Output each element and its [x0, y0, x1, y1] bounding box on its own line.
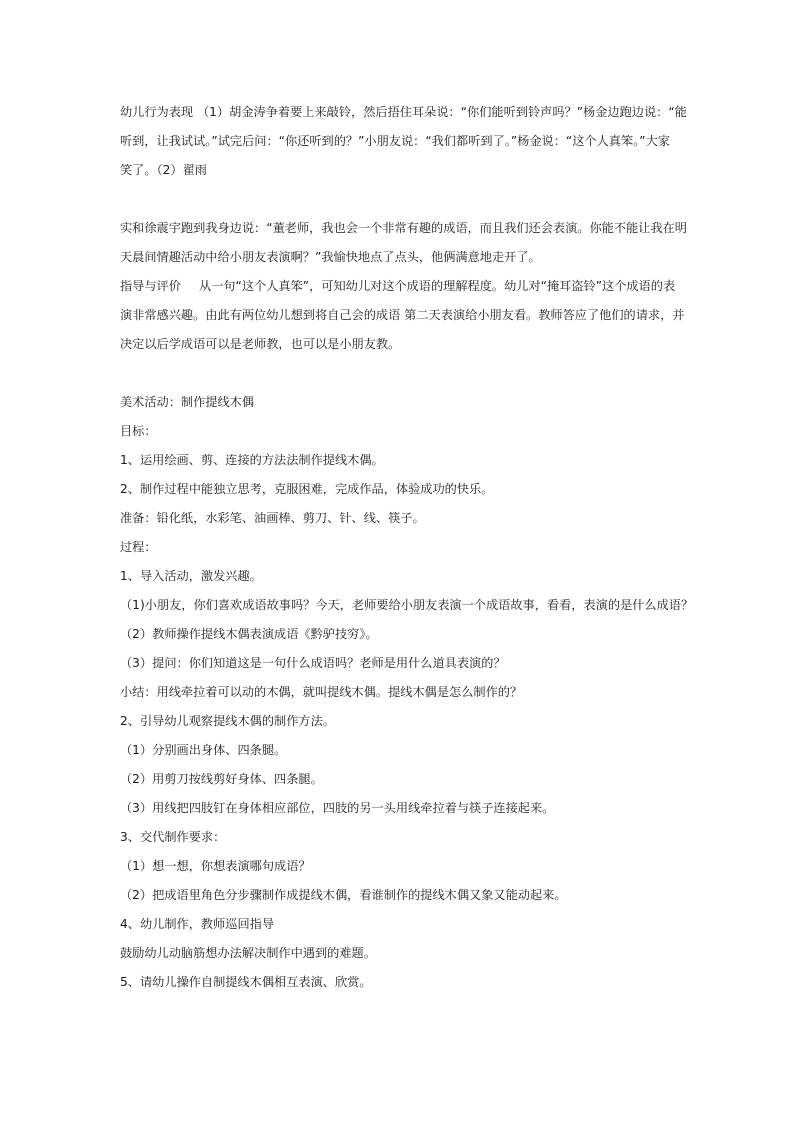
text-line: 天晨间情趣活动中给小朋友表演啊？”我愉快地点了点头，他俩满意地走开了。	[120, 250, 541, 264]
text-line: 目标：	[120, 424, 157, 438]
text-line: （3）提问：你们知道这是一句什么成语吗？老师是用什么道具表演的？	[120, 656, 506, 670]
text-line: 2、引导幼儿观察提线木偶的制作方法。	[120, 714, 335, 728]
text-line: 听到，让我试试。”试完后问：“你还听到的？”小朋友说：“我们都听到了。”杨金说：“这个人真笨。”大家	[120, 134, 670, 148]
text-line: 准备：铅化纸，水彩笔、油画棒、剪刀、针、线、筷子。	[120, 511, 425, 525]
text-line: 笑了。（2）翟雨	[120, 163, 207, 177]
text-line: （3）用线把四肢钉在身体相应部位，四肢的另一头用线牵拉着与筷子连接起来。	[120, 801, 555, 815]
text-line: （2）用剪刀按线剪好身体、四条腿。	[120, 772, 323, 786]
paragraph-behavior	[120, 98, 687, 185]
text-line: 鼓励幼儿动脑筋想办法解决制作中遇到的难题。	[120, 946, 376, 960]
text-line: 小结：用线牵拉着可以动的木偶，就叫提线木偶。提线木偶是怎么制作的？	[120, 685, 523, 699]
text-line: （2）教师操作提线木偶表演成语《黔驴技穷》。	[120, 627, 378, 641]
spacer	[120, 185, 678, 214]
text-line: 过程：	[120, 540, 157, 554]
section-title: 美术活动：制作提线木偶	[120, 395, 255, 409]
text-line: 决定以后学成语可以是老师教，也可以是小朋友教。	[120, 337, 401, 351]
document-body	[120, 98, 694, 997]
paragraph-guidance	[120, 272, 685, 359]
text-line: 4、幼儿制作，教师巡回指导	[120, 917, 275, 931]
paragraph-continuation	[120, 214, 687, 272]
text-line	[120, 272, 678, 301]
text-line: （1）想一想，你想表演哪句成语？	[120, 859, 311, 873]
text-line: 1、导入活动，激发兴趣。	[120, 569, 262, 583]
text-line: 幼儿行为表现 （1）胡金涛争着要上来敲铃，然后捂住耳朵说：“你们能听到铃声吗？”杨金边跑边说：“能	[120, 105, 687, 119]
text-line: 3、交代制作要求：	[120, 830, 226, 844]
spacer	[120, 359, 678, 388]
text-line: 5、请幼儿操作自制提线木偶相互表演、欣赏。	[120, 975, 372, 989]
guidance-label: 指导与评价	[120, 279, 181, 293]
text-line: 实和徐震宇跑到我身边说：“董老师，我也会一个非常有趣的成语，而且我们还会表演。你能不能让我在明	[120, 221, 687, 235]
text-line: （2）把成语里角色分步骤制作成提线木偶，看谁制作的提线木偶又象又能动起来。	[120, 888, 567, 902]
text-line: 1、运用绘画、剪、连接的方法法制作提线木偶。	[120, 453, 384, 467]
guidance-text: 从一句“这个人真笨”，可知幼儿对这个成语的理解程度。幼儿对“掩耳盗铃”这个成语的表	[198, 279, 676, 293]
text-line: （1)小朋友，你们喜欢成语故事吗？今天，老师要给小朋友表演一个成语故事，看看，表演的是什么成语？	[120, 598, 694, 612]
text-line: （1）分别画出身体、四条腿。	[120, 743, 287, 757]
text-line: 演非常感兴趣。由此有两位幼儿想到将自己会的成语 第二天表演给小朋友看。教师答应了他们的请求，并	[120, 308, 685, 322]
activity-plan	[120, 388, 694, 997]
text-line: 2、制作过程中能独立思考，克服困难，完成作品，体验成功的快乐。	[120, 482, 494, 496]
